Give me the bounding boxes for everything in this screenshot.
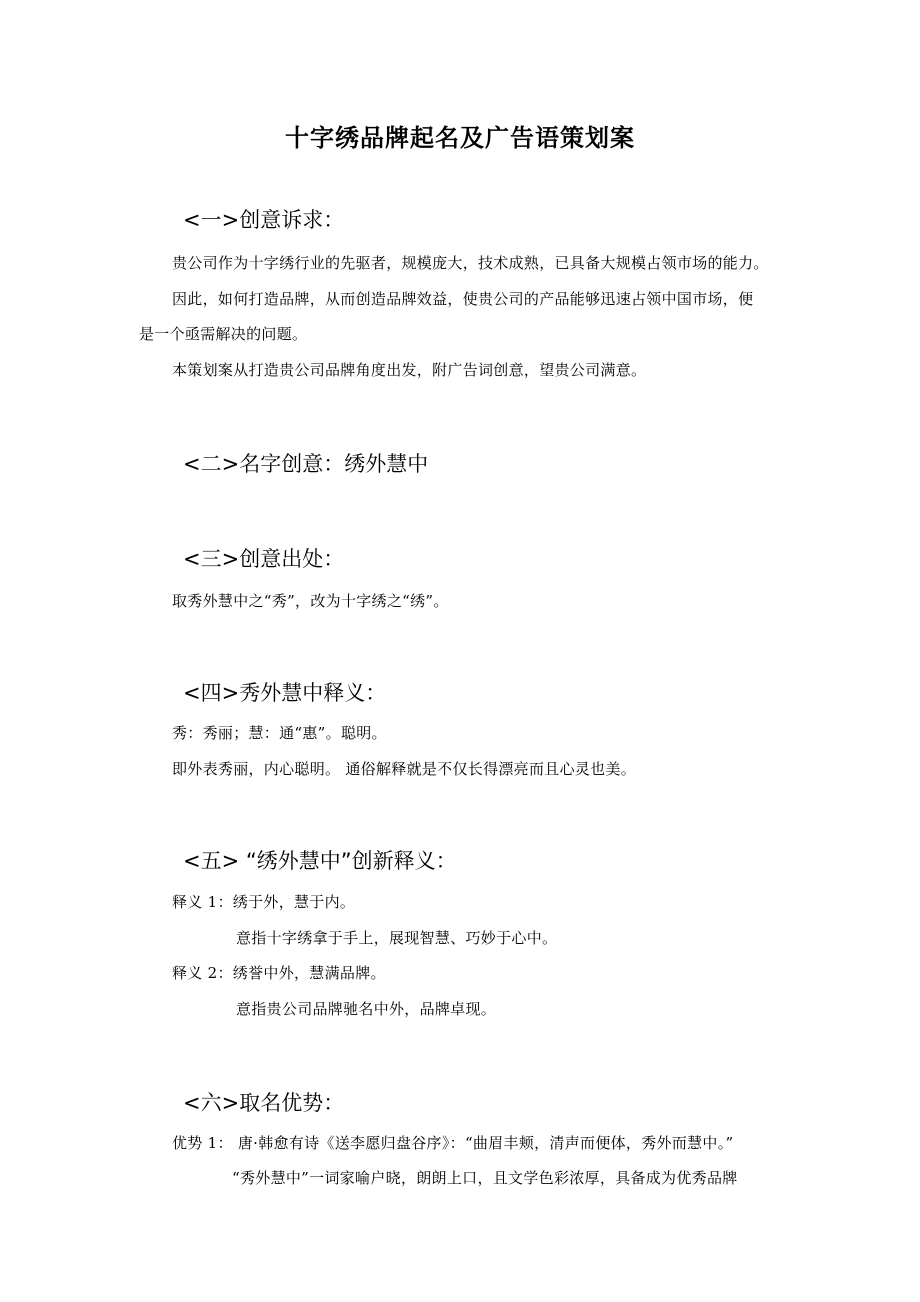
paragraph: 贵公司作为十字绣行业的先驱者，规模庞大，技术成熟，已具备大规模占领市场的能力。 <box>172 254 769 272</box>
paragraph: 秀：秀丽；慧：通“惠”。聪明。 <box>172 724 387 742</box>
paragraph: 即外表秀丽，内心聪明。 通俗解释就是不仅长得漂亮而且心灵也美。 <box>172 760 637 778</box>
section-heading-3: <三>创意出处： <box>183 547 345 571</box>
section-heading-1: <一>创意诉求： <box>183 208 345 232</box>
section-heading-6: <六>取名优势： <box>183 1091 345 1115</box>
page-title: 十字绣品牌起名及广告语策划案 <box>285 124 635 152</box>
definition-item-2: 释义 2：绣誉中外，慧满品牌。 <box>172 964 386 982</box>
paragraph: 本策划案从打造贵公司品牌角度出发，附广告词创意，望贵公司满意。 <box>172 361 647 379</box>
section-heading-2: <二>名字创意：绣外慧中 <box>183 452 429 476</box>
definition-explanation-1: 意指十字绣拿于手上，展现智慧、巧妙于心中。 <box>236 929 558 947</box>
definition-item-1: 释义 1：绣于外，慧于内。 <box>172 893 356 911</box>
paragraph-continuation: 是一个亟需解决的问题。 <box>139 325 308 343</box>
section-heading-4: <四>秀外慧中释义： <box>183 681 387 705</box>
advantage-explanation-1: “秀外慧中”一词家喻户晓，朗朗上口，且文学色彩浓厚，具备成为优秀品牌 <box>232 1169 738 1187</box>
paragraph: 取秀外慧中之“秀”，改为十字绣之“绣”。 <box>172 592 449 610</box>
paragraph: 因此，如何打造品牌，从而创造品牌效益，使贵公司的产品能够迅速占领中国市场，便 <box>172 290 754 308</box>
section-heading-5: <五> “绣外慧中”创新释义： <box>183 849 457 873</box>
definition-explanation-2: 意指贵公司品牌驰名中外，品牌卓现。 <box>236 1000 497 1018</box>
advantage-item-1: 优势 1： 唐·韩愈有诗《送李愿归盘谷序》：“曲眉丰颊，清声而便体，秀外而慧中。” <box>172 1134 734 1152</box>
